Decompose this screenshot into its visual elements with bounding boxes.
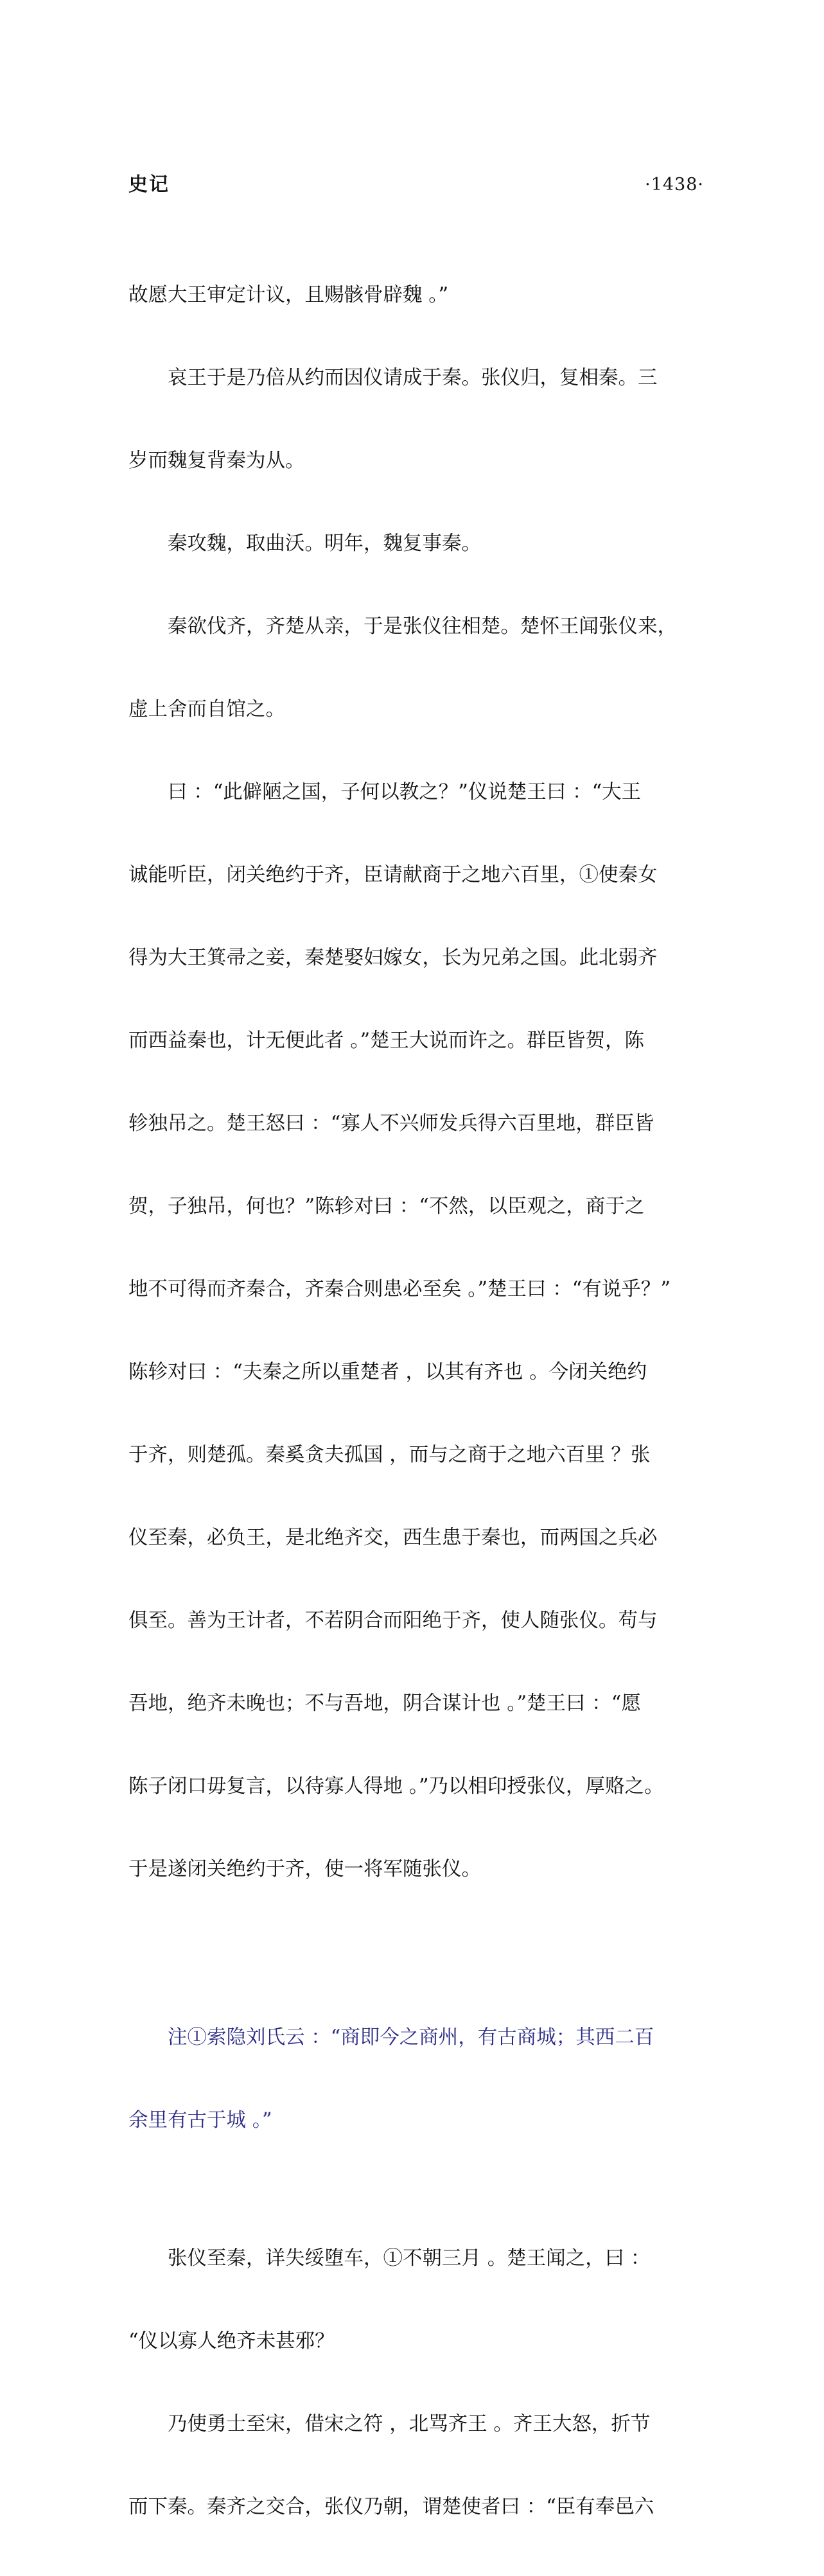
text-line: 轸独吊之。楚王怒曰 ：“寡人不兴师发兵得六百里地，群臣皆 [128, 1112, 654, 1135]
text-line: 吾地，绝齐未晚也；不与吾地，阴合谋计也 。”楚王曰 ：“愿 [128, 1692, 641, 1715]
text-line: 于是遂闭关绝约于齐，使一将军随张仪。 [128, 1858, 481, 1880]
text-line: 曰 ：“此僻陋之国，子何以教之？”仪说楚王曰 ：“大王 [128, 781, 642, 803]
text-line: 虚上舍而自馆之。 [128, 698, 285, 721]
footnote-line: 注①索隐刘氏云 ：“商即今之商州，有古商城；其西二百 [128, 2026, 654, 2049]
footnote [128, 1968, 706, 2189]
text-line: “仪以寡人绝齐未甚邪？ [128, 2330, 335, 2353]
text-line: 秦欲伐齐，齐楚从亲，于是张仪往相楚。楚怀王闻张仪来， [128, 615, 677, 638]
text-line: 秦攻魏，取曲沃。明年，魏复事秦。 [128, 532, 481, 555]
text-line: 贺，子独吊，何也？”陈轸对曰 ：“不然，以臣观之，商于之 [128, 1195, 645, 1218]
text-line: 哀王于是乃倍从约而因仪请成于秦。张仪归，复相秦。三 [128, 367, 658, 389]
text-line: 而西益秦也，计无便此者 。”楚王大说而许之。群臣皆贺，陈 [128, 1030, 645, 1052]
text-line: 得为大王箕帚之妾，秦楚娶妇嫁女，长为兄弟之国。此北弱齐 [128, 947, 658, 969]
text-line: 乃使勇士至宋，借宋之符 ，北骂齐王 。齐王大怒，折节 [128, 2413, 651, 2435]
text-line: 地不可得而齐秦合，齐秦合则患必至矣 。”楚王曰 ：“有说乎？” [128, 1278, 671, 1301]
text-line: 仪至秦，必负王，是北绝齐交，西生患于秦也，而两国之兵必 [128, 1527, 658, 1549]
text-line: 陈轸对曰 ：“夫秦之所以重楚者 ，以其有齐也 。今闭关绝约 [128, 1361, 647, 1383]
book-title: 史记 [128, 173, 170, 196]
body-text [128, 226, 706, 2576]
page-header [128, 171, 704, 199]
footnote-line: 余里有古于城 。” [128, 2109, 272, 2132]
text-line: 陈子闭口毋复言，以待寡人得地 。”乃以相印授张仪，厚赂之。 [128, 1775, 664, 1798]
text-line: 岁而魏复背秦为从。 [128, 450, 305, 472]
text-line: 故愿大王审定计议，且赐骸骨辟魏 。” [128, 284, 449, 306]
main-text-section [128, 226, 706, 1938]
text-line: 俱至。善为王计者，不若阴合而阳绝于齐，使人随张仪。苟与 [128, 1609, 658, 1632]
text-line: 而下秦。秦齐之交合，张仪乃朝，谓楚使者曰 ：“臣有奉邑六 [128, 2496, 654, 2518]
text-line: 诚能听臣，闭关绝约于齐，臣请献商于之地六百里，①使秦女 [128, 864, 658, 886]
section-gap [128, 1938, 706, 1968]
page-number: ·1438· [645, 175, 704, 195]
continued-text-section [128, 2189, 706, 2576]
text-line: 张仪至秦，详失绥堕车，①不朝三月 。楚王闻之，曰 ： [128, 2247, 651, 2270]
text-line: 于齐，则楚孤。秦奚贪夫孤国 ，而与之商于之地六百里 ？张 [128, 1444, 651, 1466]
